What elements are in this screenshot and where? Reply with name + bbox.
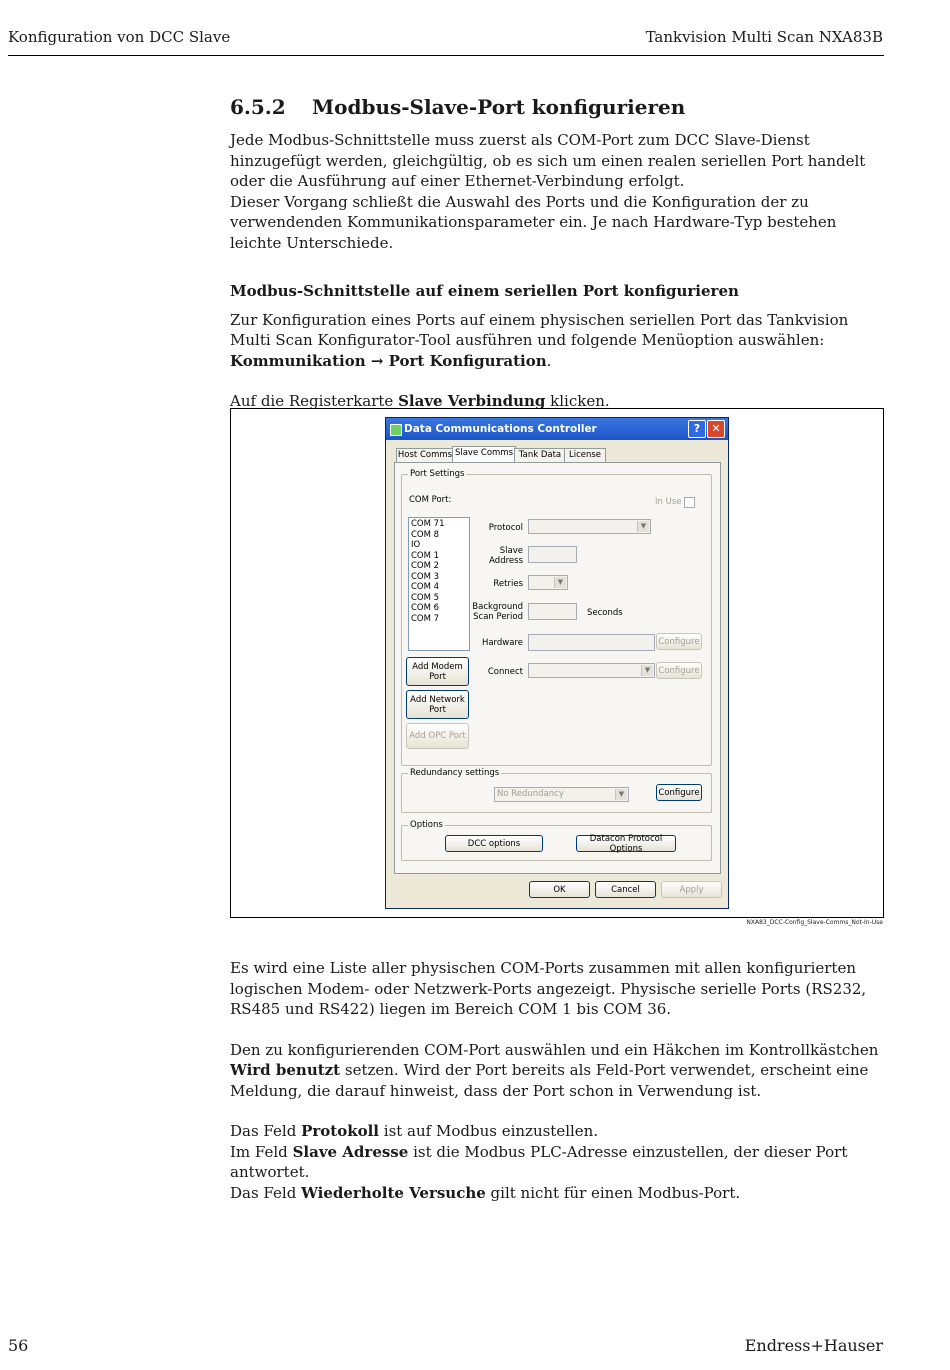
p4-end: klicken. xyxy=(545,392,610,410)
lower-content xyxy=(230,958,884,1203)
redundancy-dropdown[interactable] xyxy=(494,787,629,802)
com-port-label: COM Port: xyxy=(409,495,452,505)
protocol-dropdown[interactable] xyxy=(528,519,651,534)
bg-scan-field[interactable] xyxy=(528,603,577,620)
chevron-down-icon: ▼ xyxy=(641,665,653,676)
apply-button[interactable]: Apply xyxy=(661,881,722,898)
chevron-down-icon: ▼ xyxy=(615,789,627,800)
tab-slave-comms[interactable]: Slave Comms xyxy=(452,446,516,462)
connect-dropdown[interactable] xyxy=(528,663,655,678)
list-item[interactable]: IO xyxy=(411,540,421,550)
brand-name: Endress+Hauser xyxy=(744,1336,883,1355)
paragraph-com-list: Es wird eine Liste aller physischen COM-Ports zusammen mit allen konfigurierten logischen Modem- oder Netzwerk-Ports angezeigt. Physische serielle Ports (RS232, RS485 und RS422) liegen im Bereich COM 1 bis COM 36. xyxy=(230,959,867,1018)
in-use-label: In Use xyxy=(655,497,682,507)
chevron-down-icon: ▼ xyxy=(637,521,649,532)
subheading: Modbus-Schnittstelle auf einem seriellen Port konfigurieren xyxy=(230,282,739,300)
datacon-protocol-options-button[interactable]: Datacon Protocol Options xyxy=(576,835,676,852)
paragraph-menu-option xyxy=(230,310,884,372)
list-item[interactable]: COM 4 xyxy=(411,582,440,592)
seconds-label: Seconds xyxy=(587,608,623,618)
app-icon xyxy=(390,424,402,436)
dialog-title: Data Communications Controller xyxy=(404,423,597,435)
port-settings-group xyxy=(401,469,712,766)
slave-address-field[interactable] xyxy=(528,546,577,563)
retries-term: Wiederholte Versuche xyxy=(301,1183,486,1202)
list-item[interactable]: COM 1 xyxy=(411,550,440,561)
connect-configure-button[interactable]: Configure xyxy=(656,662,702,679)
dcc-dialog xyxy=(385,417,729,909)
header-chapter: Konfiguration von DCC Slave xyxy=(8,28,231,46)
tab-panel xyxy=(394,462,721,874)
cancel-button[interactable]: Cancel xyxy=(595,881,656,898)
list-item[interactable]: COM 3 xyxy=(411,571,440,582)
header-product: Tankvision Multi Scan NXA83B xyxy=(645,28,883,46)
bg-scan-label: Background Scan Period xyxy=(472,602,523,622)
figure-caption: NXA83_DCC-Config_Slave-Comms_Not-In-Use xyxy=(746,919,883,926)
slave-address-label: Slave Address xyxy=(489,546,523,566)
chevron-down-icon: ▼ xyxy=(554,577,566,588)
options-group xyxy=(401,820,712,861)
line-protocol xyxy=(230,1121,884,1142)
hardware-field[interactable] xyxy=(528,634,655,651)
list-item[interactable]: COM 6 xyxy=(411,603,440,613)
list-item[interactable]: COM 8 xyxy=(411,529,440,540)
p3-end: . xyxy=(546,351,552,370)
add-network-port-button[interactable]: Add Network Port xyxy=(406,690,469,719)
l3-text: Das Feld xyxy=(230,1183,302,1202)
section-title xyxy=(230,94,884,120)
retries-dropdown[interactable] xyxy=(528,575,568,590)
l2-rest: ist die Modbus PLC-Adresse einzustellen, der dieser Port antwortet. xyxy=(230,1142,848,1181)
list-item[interactable]: COM 7 xyxy=(411,613,440,624)
section-number: 6.5.2 xyxy=(230,95,286,119)
tab-tank-data[interactable]: Tank Data xyxy=(514,448,566,462)
port-settings-label: Port Settings xyxy=(410,469,465,479)
tab-name: Slave Verbindung xyxy=(398,392,546,410)
line-retries xyxy=(230,1183,884,1204)
l3-rest: gilt nicht für einen Modbus-Port. xyxy=(485,1183,741,1202)
screenshot-figure xyxy=(230,408,884,918)
in-use-term: Wird benutzt xyxy=(230,1061,341,1079)
header-rule xyxy=(8,55,884,56)
p3-text: Zur Konfiguration eines Ports auf einem physischen seriellen Port das Tankvision Multi Scan Konfigurator-Tool ausführen und folgende Menüoption auswählen: xyxy=(230,310,849,349)
ok-button[interactable]: OK xyxy=(529,881,590,898)
p2-rest: setzen. Wird der Port bereits als Feld-Port verwendet, erscheint eine Meldung, die darauf hinweist, dass der Port schon in Verwendung ist. xyxy=(230,1061,869,1100)
slave-address-term: Slave Adresse xyxy=(292,1142,409,1161)
connect-label: Connect xyxy=(487,667,523,677)
dialog-titlebar xyxy=(386,418,728,440)
hardware-configure-button[interactable]: Configure xyxy=(656,633,702,650)
close-icon[interactable]: ✕ xyxy=(707,420,725,438)
l1-rest: ist auf Modbus einzustellen. xyxy=(379,1122,599,1140)
intro-paragraph-2: Dieser Vorgang schließt die Auswahl des Ports und die Konfiguration der zu verwendenden Kommunikationsparameter ein. Je nach Hardware-Typ bestehen leichte Unterschiede. xyxy=(230,192,837,252)
retries-label: Retries xyxy=(493,579,523,589)
add-opc-port-button[interactable]: Add OPC Port xyxy=(406,723,469,749)
list-item[interactable]: COM 2 xyxy=(411,561,440,571)
redundancy-group xyxy=(401,768,712,813)
redundancy-label: Redundancy settings xyxy=(410,768,500,778)
p2-text: Den zu konfigurierenden COM-Port auswählen und ein Häkchen im Kontrollkästchen xyxy=(230,1040,879,1059)
page-number: 56 xyxy=(8,1336,29,1355)
redundancy-value: No Redundancy xyxy=(497,789,564,799)
add-modem-port-button[interactable]: Add Modem Port xyxy=(406,657,469,686)
line-slave-address xyxy=(230,1142,884,1183)
section-content xyxy=(230,94,884,412)
redundancy-configure-button[interactable]: Configure xyxy=(656,784,702,801)
p4-text: Auf die Registerkarte xyxy=(230,392,399,410)
com-port-list[interactable] xyxy=(408,517,470,651)
l2-text: Im Feld xyxy=(230,1142,293,1161)
intro-paragraph-1: Jede Modbus-Schnittstelle muss zuerst als COM-Port zum DCC Slave-Dienst hinzugefügt werden, gleichgültig, ob es sich um einen realen seriellen Port handelt oder die Ausführung auf einer Ethernet-Verbindung erfolgt. xyxy=(230,131,866,190)
menu-path: Kommunikation → Port Konfiguration xyxy=(230,351,547,370)
help-button[interactable]: ? xyxy=(688,420,706,438)
in-use-checkbox[interactable] xyxy=(684,497,695,508)
dcc-options-button[interactable]: DCC options xyxy=(445,835,543,852)
tab-host-comms[interactable]: Host Comms xyxy=(397,450,453,460)
l1-text: Das Feld xyxy=(230,1122,302,1140)
list-item[interactable]: COM 71 xyxy=(411,519,445,529)
protocol-label: Protocol xyxy=(488,523,523,533)
protocol-term: Protokoll xyxy=(301,1122,379,1140)
hardware-label: Hardware xyxy=(481,638,523,648)
list-item[interactable]: COM 5 xyxy=(411,592,440,603)
options-label: Options xyxy=(410,820,443,830)
tab-license[interactable]: License xyxy=(564,448,606,462)
section-title-text: Modbus-Slave-Port konfigurieren xyxy=(312,95,686,119)
paragraph-in-use xyxy=(230,1040,884,1102)
